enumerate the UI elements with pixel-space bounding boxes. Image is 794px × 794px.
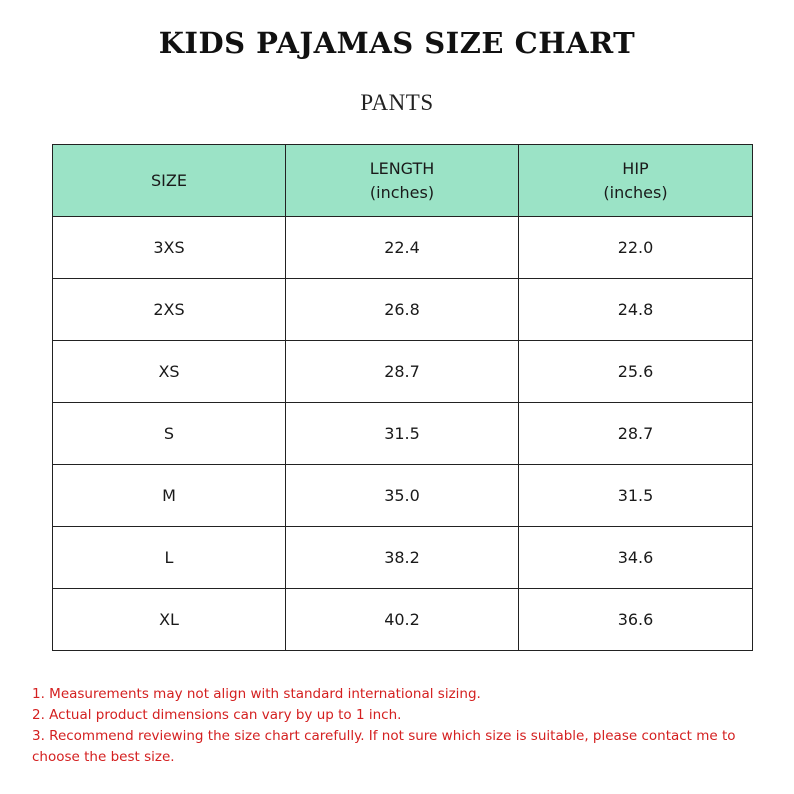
header-length xyxy=(286,145,519,217)
header-size xyxy=(53,145,286,217)
cell-size: 2XS xyxy=(53,279,286,341)
cell-length: 31.5 xyxy=(286,403,519,465)
table-row xyxy=(53,589,753,651)
header-size-label: SIZE xyxy=(151,170,187,190)
table-row xyxy=(53,217,753,279)
cell-length: 38.2 xyxy=(286,527,519,589)
notes-list xyxy=(32,684,787,768)
header-hip xyxy=(519,145,753,217)
cell-size: XL xyxy=(53,589,286,651)
cell-size: S xyxy=(53,403,286,465)
cell-hip: 31.5 xyxy=(519,465,753,527)
cell-hip: 22.0 xyxy=(519,217,753,279)
note-item: 1. Measurements may not align with standard international sizing. xyxy=(32,686,481,702)
table-row xyxy=(53,403,753,465)
cell-hip: 36.6 xyxy=(519,589,753,651)
cell-hip: 28.7 xyxy=(519,403,753,465)
page-subtitle: PANTS xyxy=(360,90,434,115)
table-row xyxy=(53,279,753,341)
table-row xyxy=(53,527,753,589)
header-length-label: LENGTH xyxy=(369,158,435,178)
table-row xyxy=(53,465,753,527)
table-header-row xyxy=(53,145,753,217)
table-row xyxy=(53,341,753,403)
cell-size: 3XS xyxy=(53,217,286,279)
note-item: 3. Recommend reviewing the size chart carefully. If not sure which size is suitable, please contact me to choose the best size. xyxy=(32,728,736,765)
header-hip-label: HIP xyxy=(622,158,649,178)
cell-length: 40.2 xyxy=(286,589,519,651)
cell-length: 26.8 xyxy=(286,279,519,341)
cell-length: 35.0 xyxy=(286,465,519,527)
header-hip-unit: (inches) xyxy=(603,182,668,202)
cell-length: 22.4 xyxy=(286,217,519,279)
page-title: KIDS PAJAMAS SIZE CHART xyxy=(158,26,636,60)
header-length-unit: (inches) xyxy=(369,182,435,202)
cell-hip: 34.6 xyxy=(519,527,753,589)
cell-size: XS xyxy=(53,341,286,403)
size-chart-table xyxy=(52,144,753,651)
cell-size: L xyxy=(53,527,286,589)
cell-hip: 25.6 xyxy=(519,341,753,403)
cell-size: M xyxy=(53,465,286,527)
cell-length: 28.7 xyxy=(286,341,519,403)
note-item: 2. Actual product dimensions can vary by up to 1 inch. xyxy=(32,707,402,723)
cell-hip: 24.8 xyxy=(519,279,753,341)
